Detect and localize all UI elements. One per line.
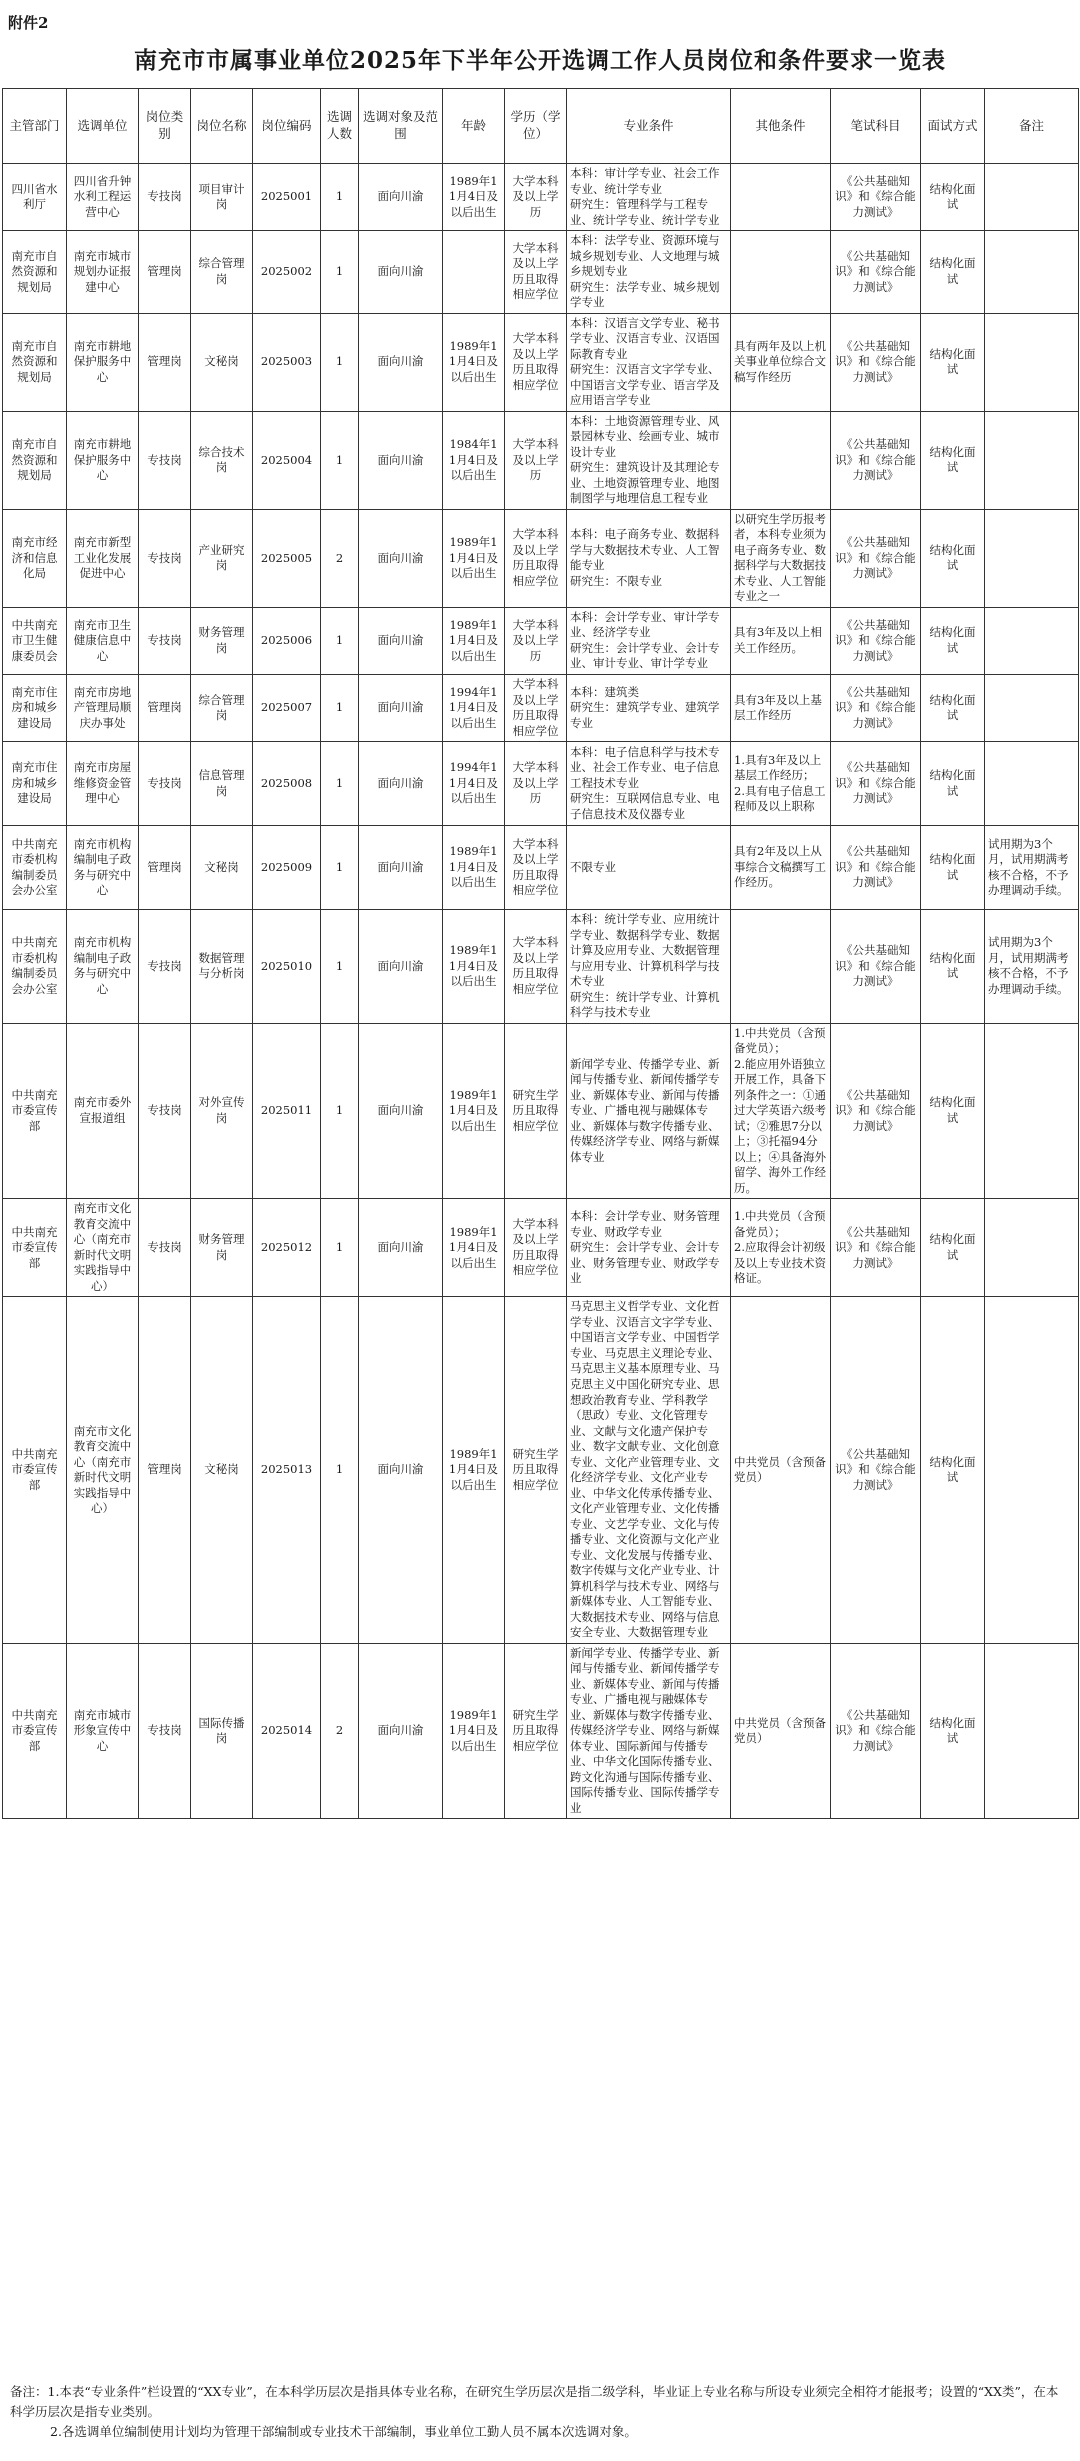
cell-other bbox=[731, 231, 831, 314]
cell-major: 本科：会计学专业、审计学专业、经济学专业 研究生：会计学专业、会计专业、审计专业、审计学专业 bbox=[567, 607, 731, 674]
cell-other: 1.中共党员（含预备党员）； 2.应取得会计初级及以上专业技术资格证。 bbox=[731, 1199, 831, 1297]
cell-age: 1989年11月4日及以后出生 bbox=[443, 826, 505, 910]
cell-major: 本科：建筑类 研究生：建筑学专业、建筑学专业 bbox=[567, 674, 731, 741]
cell-interview: 结构化面试 bbox=[921, 607, 985, 674]
cell-remark bbox=[985, 509, 1079, 607]
cell-unit: 南充市委外宣报道组 bbox=[67, 1023, 139, 1199]
cell-count: 1 bbox=[321, 674, 359, 741]
cell-other: 1.具有3年及以上基层工作经历； 2.具有电子信息工程师及以上职称 bbox=[731, 742, 831, 826]
table-row bbox=[3, 1643, 1079, 1819]
positions-table bbox=[2, 88, 1079, 1819]
cell-category: 专技岗 bbox=[139, 910, 191, 1024]
table-row bbox=[3, 1023, 1079, 1199]
cell-exam: 《公共基础知识》和《综合能力测试》 bbox=[831, 910, 921, 1024]
cell-other: 具有两年及以上机关事业单位综合文稿写作经历 bbox=[731, 313, 831, 411]
table-row bbox=[3, 1297, 1079, 1643]
cell-code: 2025008 bbox=[253, 742, 321, 826]
cell-scope: 面向川渝 bbox=[359, 674, 443, 741]
cell-dept: 南充市自然资源和规划局 bbox=[3, 313, 67, 411]
cell-position: 综合技术岗 bbox=[191, 411, 253, 509]
cell-count: 1 bbox=[321, 607, 359, 674]
cell-remark bbox=[985, 742, 1079, 826]
cell-remark bbox=[985, 674, 1079, 741]
table-row bbox=[3, 910, 1079, 1024]
cell-position: 财务管理岗 bbox=[191, 1199, 253, 1297]
cell-unit: 南充市机构编制电子政务与研究中心 bbox=[67, 826, 139, 910]
cell-count: 2 bbox=[321, 1643, 359, 1819]
cell-scope: 面向川渝 bbox=[359, 1643, 443, 1819]
cell-unit: 南充市城市规划办证报建中心 bbox=[67, 231, 139, 314]
header-position: 岗位名称 bbox=[191, 89, 253, 164]
cell-code: 2025009 bbox=[253, 826, 321, 910]
cell-remark bbox=[985, 1199, 1079, 1297]
cell-unit: 南充市文化教育交流中心（南充市新时代文明实践指导中心） bbox=[67, 1297, 139, 1643]
cell-other bbox=[731, 910, 831, 1024]
cell-education: 大学本科及以上学历且取得相应学位 bbox=[505, 509, 567, 607]
cell-interview: 结构化面试 bbox=[921, 509, 985, 607]
cell-scope: 面向川渝 bbox=[359, 1297, 443, 1643]
note-2: 2.各选调单位编制使用计划均为管理干部编制或专业技术干部编制，事业单位工勤人员不属本次选调对象。 bbox=[50, 2424, 637, 2439]
table-body bbox=[3, 164, 1079, 1819]
cell-position: 数据管理与分析岗 bbox=[191, 910, 253, 1024]
cell-count: 1 bbox=[321, 1023, 359, 1199]
cell-other: 具有2年及以上从事综合文稿撰写工作经历。 bbox=[731, 826, 831, 910]
header-remark: 备注 bbox=[985, 89, 1079, 164]
header-count: 选调人数 bbox=[321, 89, 359, 164]
cell-interview: 结构化面试 bbox=[921, 1023, 985, 1199]
cell-code: 2025006 bbox=[253, 607, 321, 674]
cell-education: 大学本科及以上学历且取得相应学位 bbox=[505, 674, 567, 741]
cell-remark bbox=[985, 231, 1079, 314]
cell-position: 财务管理岗 bbox=[191, 607, 253, 674]
cell-interview: 结构化面试 bbox=[921, 1297, 985, 1643]
cell-major: 本科：统计学专业、应用统计学专业、数据科学专业、数据计算及应用专业、大数据管理与应用专业、计算机科学与技术专业 研究生：统计学专业、计算机科学与技术专业 bbox=[567, 910, 731, 1024]
table-row bbox=[3, 411, 1079, 509]
cell-position: 产业研究岗 bbox=[191, 509, 253, 607]
cell-exam: 《公共基础知识》和《综合能力测试》 bbox=[831, 1023, 921, 1199]
cell-education: 大学本科及以上学历且取得相应学位 bbox=[505, 313, 567, 411]
cell-age: 1989年11月4日及以后出生 bbox=[443, 509, 505, 607]
cell-dept: 南充市住房和城乡建设局 bbox=[3, 674, 67, 741]
cell-scope: 面向川渝 bbox=[359, 313, 443, 411]
cell-unit: 南充市城市形象宣传中心 bbox=[67, 1643, 139, 1819]
cell-unit: 南充市新型工业化发展促进中心 bbox=[67, 509, 139, 607]
cell-code: 2025014 bbox=[253, 1643, 321, 1819]
cell-category: 管理岗 bbox=[139, 1297, 191, 1643]
header-dept: 主管部门 bbox=[3, 89, 67, 164]
table-row bbox=[3, 509, 1079, 607]
cell-scope: 面向川渝 bbox=[359, 742, 443, 826]
cell-category: 专技岗 bbox=[139, 1023, 191, 1199]
cell-major: 马克思主义哲学专业、文化哲学专业、汉语言文字学专业、中国语言文学专业、中国哲学专业、马克思主义理论专业、马克思主义基本原理专业、马克思主义中国化研究专业、思想政治教育专业、学科教学（思政）专业、文化管理专业、文献与文化遗产保护专业、数字文献专业、文化创意专业、文化产业管理专业、文化经济学专业、文化产业专业、中华文化传承传播专业、文化产业管理专业、文化传播专业、文艺学专业、文化与传播专业、文化资源与文化产业专业、文化发展与传播专业、数字传媒与文化产业专业、计算机科学与技术专业、网络与新媒体专业、人工智能专业、大数据技术专业、网络与信息安全专业、大数据管理专业 bbox=[567, 1297, 731, 1643]
cell-interview: 结构化面试 bbox=[921, 742, 985, 826]
cell-count: 1 bbox=[321, 1199, 359, 1297]
cell-remark bbox=[985, 1023, 1079, 1199]
cell-code: 2025001 bbox=[253, 164, 321, 231]
cell-scope: 面向川渝 bbox=[359, 910, 443, 1024]
cell-other: 1.中共党员（含预备党员）； 2.能应用外语独立开展工作，具备下列条件之一：①通过大学英语六级考试；②雅思7分以上；③托福94分以上；④具备海外留学、海外工作经历。 bbox=[731, 1023, 831, 1199]
cell-other bbox=[731, 164, 831, 231]
cell-education: 大学本科及以上学历 bbox=[505, 411, 567, 509]
cell-category: 专技岗 bbox=[139, 1199, 191, 1297]
cell-code: 2025011 bbox=[253, 1023, 321, 1199]
cell-code: 2025004 bbox=[253, 411, 321, 509]
cell-dept: 南充市自然资源和规划局 bbox=[3, 231, 67, 314]
cell-exam: 《公共基础知识》和《综合能力测试》 bbox=[831, 826, 921, 910]
cell-interview: 结构化面试 bbox=[921, 674, 985, 741]
cell-category: 管理岗 bbox=[139, 231, 191, 314]
cell-other bbox=[731, 411, 831, 509]
cell-dept: 中共南充市委宣传部 bbox=[3, 1199, 67, 1297]
cell-unit: 南充市房地产管理局顺庆办事处 bbox=[67, 674, 139, 741]
cell-scope: 面向川渝 bbox=[359, 411, 443, 509]
cell-position: 对外宣传岗 bbox=[191, 1023, 253, 1199]
cell-major: 本科：审计学专业、社会工作专业、统计学专业 研究生：管理科学与工程专业、统计学专业、统计学专业 bbox=[567, 164, 731, 231]
cell-dept: 中共南充市委宣传部 bbox=[3, 1643, 67, 1819]
cell-count: 1 bbox=[321, 910, 359, 1024]
cell-age: 1989年11月4日及以后出生 bbox=[443, 1297, 505, 1643]
cell-age: 1994年11月4日及以后出生 bbox=[443, 674, 505, 741]
header-exam: 笔试科目 bbox=[831, 89, 921, 164]
cell-scope: 面向川渝 bbox=[359, 826, 443, 910]
cell-dept: 中共南充市卫生健康委员会 bbox=[3, 607, 67, 674]
cell-interview: 结构化面试 bbox=[921, 910, 985, 1024]
cell-scope: 面向川渝 bbox=[359, 164, 443, 231]
cell-code: 2025005 bbox=[253, 509, 321, 607]
cell-count: 1 bbox=[321, 411, 359, 509]
cell-other: 具有3年及以上相关工作经历。 bbox=[731, 607, 831, 674]
cell-education: 大学本科及以上学历 bbox=[505, 164, 567, 231]
cell-exam: 《公共基础知识》和《综合能力测试》 bbox=[831, 674, 921, 741]
cell-position: 文秘岗 bbox=[191, 826, 253, 910]
cell-other: 以研究生学历报考者，本科专业须为电子商务专业、数据科学与大数据技术专业、人工智能专业之一 bbox=[731, 509, 831, 607]
cell-age: 1989年11月4日及以后出生 bbox=[443, 607, 505, 674]
cell-interview: 结构化面试 bbox=[921, 313, 985, 411]
cell-code: 2025013 bbox=[253, 1297, 321, 1643]
cell-code: 2025002 bbox=[253, 231, 321, 314]
cell-remark bbox=[985, 313, 1079, 411]
cell-major: 本科：汉语言文学专业、秘书学专业、汉语言专业、汉语国际教育专业 研究生：汉语言文字学专业、中国语言文学专业、语言学及应用语言学专业 bbox=[567, 313, 731, 411]
cell-scope: 面向川渝 bbox=[359, 607, 443, 674]
cell-dept: 中共南充市委机构编制委员会办公室 bbox=[3, 826, 67, 910]
cell-age: 1989年11月4日及以后出生 bbox=[443, 1023, 505, 1199]
cell-position: 文秘岗 bbox=[191, 313, 253, 411]
header-scope: 选调对象及范围 bbox=[359, 89, 443, 164]
header-unit: 选调单位 bbox=[67, 89, 139, 164]
cell-category: 专技岗 bbox=[139, 411, 191, 509]
cell-age bbox=[443, 231, 505, 314]
cell-major: 本科：土地资源管理专业、风景园林专业、绘画专业、城市设计专业 研究生：建筑设计及其理论专业、土地资源管理专业、地图制图学与地理信息工程专业 bbox=[567, 411, 731, 509]
cell-position: 综合管理岗 bbox=[191, 674, 253, 741]
table-row bbox=[3, 607, 1079, 674]
cell-dept: 中共南充市委机构编制委员会办公室 bbox=[3, 910, 67, 1024]
cell-position: 项目审计岗 bbox=[191, 164, 253, 231]
cell-major: 不限专业 bbox=[567, 826, 731, 910]
cell-education: 大学本科及以上学历 bbox=[505, 742, 567, 826]
cell-dept: 南充市经济和信息化局 bbox=[3, 509, 67, 607]
cell-interview: 结构化面试 bbox=[921, 164, 985, 231]
cell-position: 文秘岗 bbox=[191, 1297, 253, 1643]
cell-unit: 四川省升钟水利工程运营中心 bbox=[67, 164, 139, 231]
cell-scope: 面向川渝 bbox=[359, 509, 443, 607]
cell-dept: 中共南充市委宣传部 bbox=[3, 1023, 67, 1199]
cell-major: 本科：法学专业、资源环境与城乡规划专业、人文地理与城乡规划专业 研究生：法学专业、城乡规划学专业 bbox=[567, 231, 731, 314]
cell-count: 1 bbox=[321, 826, 359, 910]
cell-major: 本科：电子商务专业、数据科学与大数据技术专业、人工智能专业 研究生：不限专业 bbox=[567, 509, 731, 607]
cell-interview: 结构化面试 bbox=[921, 826, 985, 910]
cell-position: 综合管理岗 bbox=[191, 231, 253, 314]
cell-unit: 南充市耕地保护服务中心 bbox=[67, 411, 139, 509]
notes-section bbox=[10, 2382, 1070, 2442]
cell-major: 新闻学专业、传播学专业、新闻与传播专业、新闻传播学专业、新媒体专业、新闻与传播专业、广播电视与融媒体专业、新媒体与数字传播专业、传媒经济学专业、网络与新媒体专业、国际新闻与传播专业、中华文化国际传播专业、跨文化沟通与国际传播专业、国际传播专业、国际传播学专业 bbox=[567, 1643, 731, 1819]
cell-age: 1994年11月4日及以后出生 bbox=[443, 742, 505, 826]
cell-age: 1989年11月4日及以后出生 bbox=[443, 313, 505, 411]
cell-exam: 《公共基础知识》和《综合能力测试》 bbox=[831, 164, 921, 231]
header-other: 其他条件 bbox=[731, 89, 831, 164]
cell-code: 2025010 bbox=[253, 910, 321, 1024]
cell-education: 研究生学历且取得相应学位 bbox=[505, 1643, 567, 1819]
cell-remark bbox=[985, 607, 1079, 674]
cell-age: 1989年11月4日及以后出生 bbox=[443, 1643, 505, 1819]
cell-remark: 试用期为3个月，试用期满考核不合格，不予办理调动手续。 bbox=[985, 910, 1079, 1024]
cell-age: 1989年11月4日及以后出生 bbox=[443, 1199, 505, 1297]
cell-count: 1 bbox=[321, 1297, 359, 1643]
cell-remark bbox=[985, 164, 1079, 231]
cell-education: 大学本科及以上学历且取得相应学位 bbox=[505, 826, 567, 910]
cell-category: 专技岗 bbox=[139, 1643, 191, 1819]
table-row bbox=[3, 1199, 1079, 1297]
cell-category: 管理岗 bbox=[139, 313, 191, 411]
cell-education: 研究生学历且取得相应学位 bbox=[505, 1297, 567, 1643]
cell-exam: 《公共基础知识》和《综合能力测试》 bbox=[831, 509, 921, 607]
cell-dept: 南充市自然资源和规划局 bbox=[3, 411, 67, 509]
cell-interview: 结构化面试 bbox=[921, 1643, 985, 1819]
cell-position: 信息管理岗 bbox=[191, 742, 253, 826]
cell-exam: 《公共基础知识》和《综合能力测试》 bbox=[831, 742, 921, 826]
header-age: 年龄 bbox=[443, 89, 505, 164]
cell-unit: 南充市机构编制电子政务与研究中心 bbox=[67, 910, 139, 1024]
cell-major: 本科：会计学专业、财务管理专业、财政学专业 研究生：会计学专业、会计专业、财务管理专业、财政学专业 bbox=[567, 1199, 731, 1297]
cell-education: 大学本科及以上学历且取得相应学位 bbox=[505, 1199, 567, 1297]
table-row bbox=[3, 164, 1079, 231]
cell-interview: 结构化面试 bbox=[921, 231, 985, 314]
table-row bbox=[3, 742, 1079, 826]
cell-count: 1 bbox=[321, 231, 359, 314]
cell-unit: 南充市耕地保护服务中心 bbox=[67, 313, 139, 411]
cell-exam: 《公共基础知识》和《综合能力测试》 bbox=[831, 411, 921, 509]
header-interview: 面试方式 bbox=[921, 89, 985, 164]
cell-scope: 面向川渝 bbox=[359, 1023, 443, 1199]
cell-code: 2025012 bbox=[253, 1199, 321, 1297]
cell-dept: 四川省水利厅 bbox=[3, 164, 67, 231]
cell-major: 新闻学专业、传播学专业、新闻与传播专业、新闻传播学专业、新媒体专业、新闻与传播专业、广播电视与融媒体专业、新媒体与数字传播专业、传媒经济学专业、网络与新媒体专业 bbox=[567, 1023, 731, 1199]
cell-major: 本科：电子信息科学与技术专业、社会工作专业、电子信息工程技术专业 研究生：互联网信息专业、电子信息技术及仪器专业 bbox=[567, 742, 731, 826]
cell-other: 中共党员（含预备党员） bbox=[731, 1643, 831, 1819]
cell-category: 专技岗 bbox=[139, 164, 191, 231]
header-category: 岗位类别 bbox=[139, 89, 191, 164]
cell-unit: 南充市卫生健康信息中心 bbox=[67, 607, 139, 674]
cell-count: 1 bbox=[321, 742, 359, 826]
cell-count: 2 bbox=[321, 509, 359, 607]
table-row bbox=[3, 674, 1079, 741]
cell-category: 专技岗 bbox=[139, 742, 191, 826]
cell-exam: 《公共基础知识》和《综合能力测试》 bbox=[831, 1297, 921, 1643]
cell-category: 专技岗 bbox=[139, 607, 191, 674]
cell-count: 1 bbox=[321, 164, 359, 231]
cell-other: 具有3年及以上基层工作经历 bbox=[731, 674, 831, 741]
note-1: 备注：1.本表“专业条件”栏设置的“XX专业”，在本科学历层次是指具体专业名称，在研究生学历层次是指二级学科，毕业证上专业名称与所设专业须完全相符才能报考；设置的“XX类”，在本科学历层次是指专业类别。 bbox=[10, 2384, 1059, 2419]
cell-position: 国际传播岗 bbox=[191, 1643, 253, 1819]
cell-dept: 中共南充市委宣传部 bbox=[3, 1297, 67, 1643]
cell-interview: 结构化面试 bbox=[921, 1199, 985, 1297]
table-header-row bbox=[3, 89, 1079, 164]
cell-interview: 结构化面试 bbox=[921, 411, 985, 509]
cell-dept: 南充市住房和城乡建设局 bbox=[3, 742, 67, 826]
cell-education: 大学本科及以上学历且取得相应学位 bbox=[505, 910, 567, 1024]
cell-unit: 南充市文化教育交流中心（南充市新时代文明实践指导中心） bbox=[67, 1199, 139, 1297]
table-row bbox=[3, 231, 1079, 314]
cell-remark bbox=[985, 411, 1079, 509]
cell-category: 专技岗 bbox=[139, 509, 191, 607]
attachment-label: 附件2 bbox=[8, 14, 49, 32]
table-row bbox=[3, 313, 1079, 411]
cell-scope: 面向川渝 bbox=[359, 1199, 443, 1297]
cell-education: 大学本科及以上学历 bbox=[505, 607, 567, 674]
cell-education: 大学本科及以上学历且取得相应学位 bbox=[505, 231, 567, 314]
cell-exam: 《公共基础知识》和《综合能力测试》 bbox=[831, 1643, 921, 1819]
header-code: 岗位编码 bbox=[253, 89, 321, 164]
header-major: 专业条件 bbox=[567, 89, 731, 164]
cell-age: 1984年11月4日及以后出生 bbox=[443, 411, 505, 509]
cell-exam: 《公共基础知识》和《综合能力测试》 bbox=[831, 313, 921, 411]
cell-code: 2025007 bbox=[253, 674, 321, 741]
cell-exam: 《公共基础知识》和《综合能力测试》 bbox=[831, 607, 921, 674]
header-education: 学历（学位） bbox=[505, 89, 567, 164]
cell-exam: 《公共基础知识》和《综合能力测试》 bbox=[831, 1199, 921, 1297]
cell-education: 研究生学历且取得相应学位 bbox=[505, 1023, 567, 1199]
cell-other: 中共党员（含预备党员） bbox=[731, 1297, 831, 1643]
cell-age: 1989年11月4日及以后出生 bbox=[443, 164, 505, 231]
cell-scope: 面向川渝 bbox=[359, 231, 443, 314]
cell-unit: 南充市房屋维修资金管理中心 bbox=[67, 742, 139, 826]
page-title: 南充市市属事业单位2025年下半年公开选调工作人员岗位和条件要求一览表 bbox=[133, 47, 946, 74]
table-row bbox=[3, 826, 1079, 910]
cell-category: 管理岗 bbox=[139, 826, 191, 910]
cell-category: 管理岗 bbox=[139, 674, 191, 741]
cell-remark bbox=[985, 1297, 1079, 1643]
cell-age: 1989年11月4日及以后出生 bbox=[443, 910, 505, 1024]
cell-code: 2025003 bbox=[253, 313, 321, 411]
cell-remark bbox=[985, 1643, 1079, 1819]
cell-count: 1 bbox=[321, 313, 359, 411]
cell-exam: 《公共基础知识》和《综合能力测试》 bbox=[831, 231, 921, 314]
cell-remark: 试用期为3个月，试用期满考核不合格，不予办理调动手续。 bbox=[985, 826, 1079, 910]
